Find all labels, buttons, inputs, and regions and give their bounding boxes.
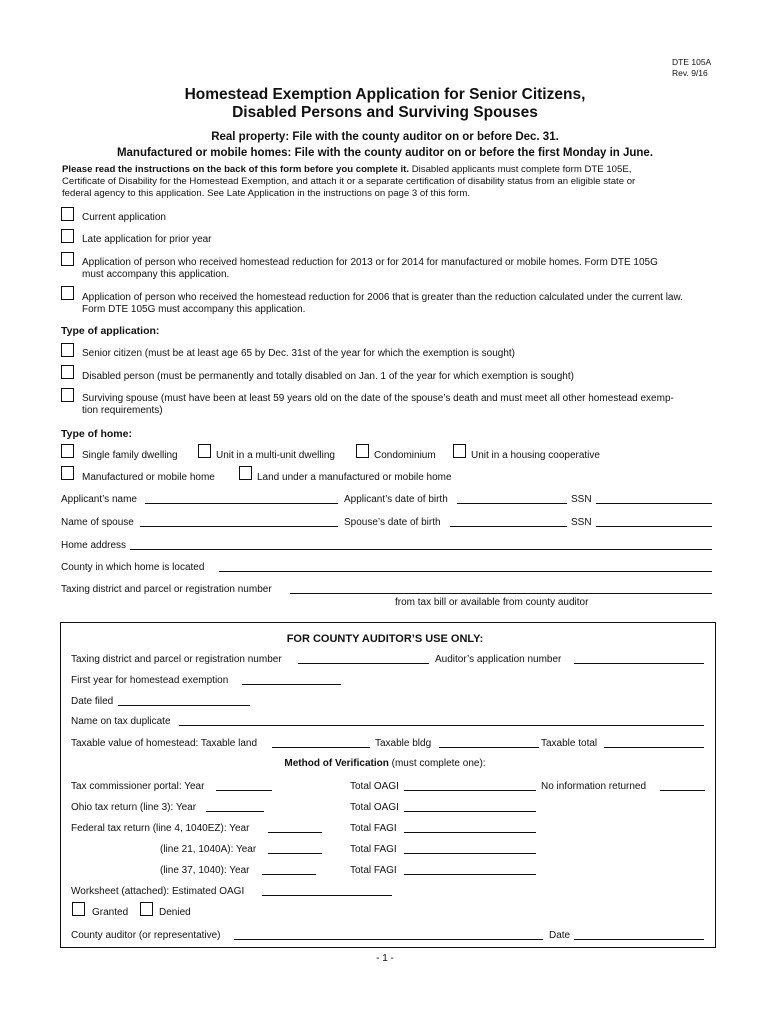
total-fagi-2-field[interactable] — [404, 853, 536, 854]
total-fagi-1-label: Total FAGI — [350, 823, 397, 834]
parcel-number-field[interactable] — [290, 593, 712, 594]
title-line-1: Homestead Exemption Application for Senior Citizens, — [184, 86, 586, 103]
no-info-returned-field[interactable] — [660, 790, 705, 791]
senior-citizen-checkbox[interactable] — [61, 343, 74, 357]
applicant-ssn-label: SSN — [571, 494, 592, 505]
applicant-ssn-field[interactable] — [596, 503, 712, 504]
senior-citizen-label: Senior citizen (must be at least age 65 by Dec. 31st of the year for which the exemption is sought) — [82, 348, 516, 359]
total-fagi-1-field[interactable] — [404, 832, 536, 833]
denied-label: Denied — [159, 907, 191, 918]
auditor-date-label: Date — [549, 930, 571, 941]
total-oagi-2-label: Total OAGI — [350, 802, 399, 813]
home-address-label: Home address — [61, 540, 127, 551]
county-field[interactable] — [219, 571, 712, 572]
current-application-label: Current application — [82, 212, 166, 223]
tax-portal-year-label: Tax commissioner portal: Year — [71, 781, 205, 792]
granted-label: Granted — [92, 907, 129, 918]
date-filed-label: Date filed — [71, 696, 114, 707]
filing-deadline-mobile-homes: Manufactured or mobile homes: File with the county auditor on or before the first Monday in June. — [116, 147, 654, 159]
auditor-heading: FOR COUNTY AUDITOR’S USE ONLY: — [286, 633, 484, 645]
spouse-ssn-field[interactable] — [596, 526, 712, 527]
date-filed-field[interactable] — [118, 705, 250, 706]
land-under-mobile-home-checkbox[interactable] — [239, 466, 252, 480]
instructions-line-3: federal agency to this application. See Late Application in the instructions on page 3 of this form. — [62, 188, 470, 199]
single-family-checkbox[interactable] — [61, 444, 74, 458]
first-year-field[interactable] — [242, 684, 341, 685]
multi-unit-label: Unit in a multi-unit dwelling — [216, 450, 335, 461]
spouse-dob-field[interactable] — [450, 526, 567, 527]
housing-cooperative-label: Unit in a housing cooperative — [471, 450, 600, 461]
auditor-app-number-label: Auditor’s application number — [435, 654, 562, 665]
instructions-bold: Please read the instructions on the back of this form before you complete it. — [62, 164, 410, 175]
taxable-land-label: Taxable value of homestead: Taxable land — [71, 738, 258, 749]
total-fagi-3-field[interactable] — [404, 874, 536, 875]
total-fagi-2-label: Total FAGI — [350, 844, 397, 855]
total-oagi-2-field[interactable] — [404, 811, 536, 812]
disabled-person-label: Disabled person (must be permanently and totally disabled on Jan. 1 of the year for which exemption is sought) — [82, 371, 574, 382]
current-application-checkbox[interactable] — [61, 207, 74, 221]
reduction-2006-label-line-2: Form DTE 105G must accompany this application. — [82, 304, 306, 315]
worksheet-oagi-field[interactable] — [262, 895, 392, 896]
granted-checkbox[interactable] — [72, 902, 85, 916]
federal-1040-year-label: (line 37, 1040): Year — [160, 865, 250, 876]
late-application-checkbox[interactable] — [61, 229, 74, 243]
instructions-line-1-rest: Disabled applicants must complete form DTE 105E, — [409, 164, 632, 175]
form-revision: Rev. 9/16 — [672, 68, 708, 78]
applicant-dob-field[interactable] — [457, 503, 567, 504]
name-on-tax-duplicate-field[interactable] — [179, 725, 704, 726]
method-of-verification-rest: (must complete one): — [388, 758, 486, 769]
reduction-2006-label-line-1: Application of person who received the homestead reduction for 2006 that is greater than the reduction calculated under the current law. — [82, 292, 683, 303]
form-id: DTE 105A — [672, 57, 712, 67]
tax-portal-year-field[interactable] — [216, 790, 272, 791]
taxable-bldg-field[interactable] — [439, 747, 539, 748]
reduction-2006-checkbox[interactable] — [61, 286, 74, 300]
condominium-label: Condominium — [374, 450, 436, 461]
taxable-land-field[interactable] — [272, 747, 370, 748]
type-of-home-heading: Type of home: — [61, 428, 132, 440]
single-family-label: Single family dwelling — [82, 450, 178, 461]
home-address-field[interactable] — [130, 549, 712, 550]
filing-deadline-real-property: Real property: File with the county auditor on or before Dec. 31. — [211, 131, 559, 143]
page-number: - 1 - — [376, 953, 394, 964]
title-line-2: Disabled Persons and Surviving Spouses — [232, 104, 538, 121]
late-application-label: Late application for prior year — [82, 234, 212, 245]
federal-1040a-year-label: (line 21, 1040A): Year — [160, 844, 257, 855]
auditor-date-field[interactable] — [574, 939, 704, 940]
auditor-signature-field[interactable] — [234, 939, 543, 940]
total-fagi-3-label: Total FAGI — [350, 865, 397, 876]
spouse-name-field[interactable] — [140, 526, 338, 527]
taxable-total-label: Taxable total — [541, 738, 598, 749]
multi-unit-checkbox[interactable] — [198, 444, 211, 458]
disabled-person-checkbox[interactable] — [61, 365, 74, 379]
surviving-spouse-label-line-1: Surviving spouse (must have been at least 59 years old on the date of the spouse’s death and must meet all other homestead exemp- — [82, 393, 674, 404]
federal-1040a-year-field[interactable] — [268, 853, 322, 854]
condominium-checkbox[interactable] — [356, 444, 369, 458]
taxable-total-field[interactable] — [604, 747, 704, 748]
total-oagi-1-field[interactable] — [404, 790, 536, 791]
no-info-returned-label: No information returned — [541, 781, 647, 792]
spouse-name-label: Name of spouse — [61, 517, 134, 528]
county-label: County in which home is located — [61, 562, 205, 573]
reduction-2013-label-line-2: must accompany this application. — [82, 269, 230, 280]
first-year-label: First year for homestead exemption — [71, 675, 229, 686]
instructions-line-2: Certificate of Disability for the Homestead Exemption, and attach it or a separate certification of disability status from an eligible state or — [62, 176, 636, 187]
method-of-verification-bold: Method of Verification — [284, 758, 389, 769]
federal-1040ez-year-label: Federal tax return (line 4, 1040EZ): Year — [71, 823, 250, 834]
ohio-return-year-label: Ohio tax return (line 3): Year — [71, 802, 197, 813]
auditor-parcel-field[interactable] — [298, 663, 429, 664]
taxable-bldg-label: Taxable bldg — [375, 738, 432, 749]
auditor-parcel-label: Taxing district and parcel or registration number — [71, 654, 282, 665]
applicant-name-field[interactable] — [145, 503, 338, 504]
name-on-tax-duplicate-label: Name on tax duplicate — [71, 716, 171, 727]
land-under-mobile-home-label: Land under a manufactured or mobile home — [257, 472, 452, 483]
parcel-number-label: Taxing district and parcel or registration number — [61, 584, 272, 595]
auditor-signature-label: County auditor (or representative) — [71, 930, 221, 941]
worksheet-oagi-label: Worksheet (attached): Estimated OAGI — [71, 886, 245, 897]
parcel-number-note: from tax bill or available from county auditor — [395, 597, 589, 608]
federal-1040-year-field[interactable] — [262, 874, 316, 875]
applicant-dob-label: Applicant’s date of birth — [344, 494, 448, 505]
mobile-home-checkbox[interactable] — [61, 466, 74, 480]
total-oagi-1-label: Total OAGI — [350, 781, 399, 792]
reduction-2013-checkbox[interactable] — [61, 252, 74, 266]
reduction-2013-label-line-1: Application of person who received homestead reduction for 2013 or for 2014 for manufactured or mobile homes. Form DTE 105G — [82, 257, 658, 268]
auditor-app-number-field[interactable] — [574, 663, 704, 664]
ohio-return-year-field[interactable] — [206, 811, 264, 812]
type-of-application-heading: Type of application: — [61, 325, 160, 337]
applicant-name-label: Applicant’s name — [61, 494, 137, 505]
mobile-home-label: Manufactured or mobile home — [82, 472, 215, 483]
instructions-line-1 — [62, 164, 722, 176]
surviving-spouse-checkbox[interactable] — [61, 388, 74, 402]
spouse-dob-label: Spouse’s date of birth — [344, 517, 441, 528]
surviving-spouse-label-line-2: tion requirements) — [82, 405, 163, 416]
housing-cooperative-checkbox[interactable] — [453, 444, 466, 458]
spouse-ssn-label: SSN — [571, 517, 592, 528]
method-of-verification-heading — [0, 758, 770, 770]
denied-checkbox[interactable] — [140, 902, 153, 916]
federal-1040ez-year-field[interactable] — [268, 832, 322, 833]
